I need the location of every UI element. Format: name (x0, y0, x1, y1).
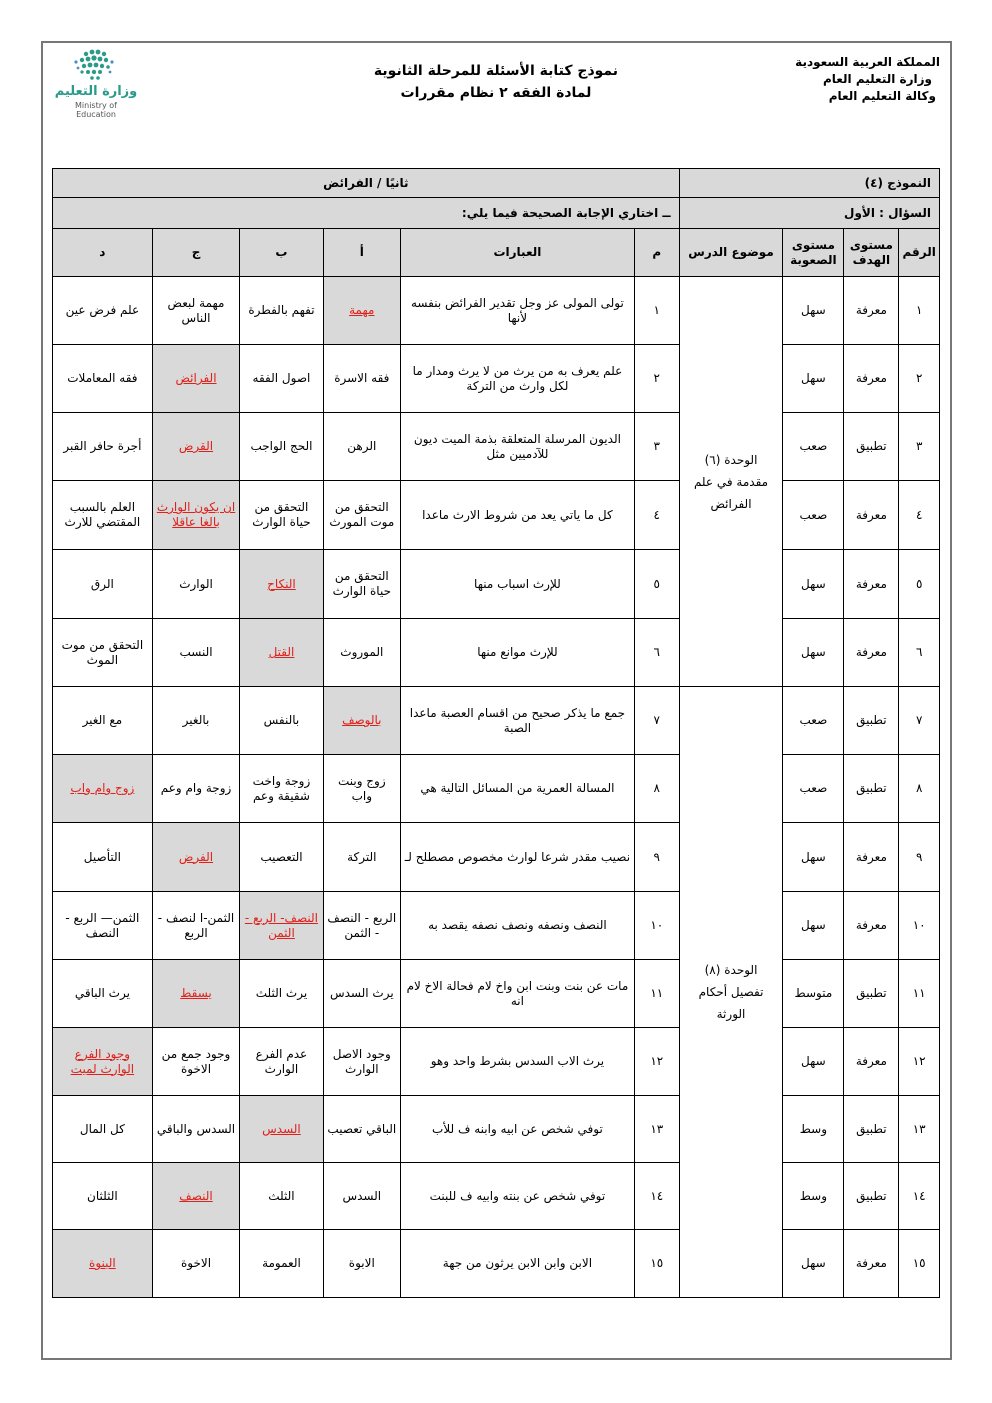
goal-level: معرفة (844, 1230, 899, 1298)
goal-level: معرفة (844, 550, 899, 619)
option-a: التركة (323, 823, 400, 892)
option-b: بالنفس (240, 687, 323, 755)
col-header-statements: العبارات (400, 229, 634, 277)
col-header-a: أ (323, 229, 400, 277)
option-c: الثمن-ا لنصف - الربع (152, 892, 239, 960)
option-a: زوج وبنت واب (323, 755, 400, 823)
correct-answer: الفرائض (175, 371, 217, 385)
title-line-1: نموذج كتابة الأسئلة للمرحلة الثانوية (373, 63, 619, 79)
option-d (53, 1028, 153, 1096)
table-row (53, 1096, 940, 1163)
goal-level: معرفة (844, 823, 899, 892)
goal-level: تطبيق (844, 1096, 899, 1163)
option-b (240, 892, 323, 960)
difficulty-level: سهل (783, 277, 844, 345)
statement: للإرث موانع منها (400, 619, 634, 687)
item-number: ١٣ (634, 1096, 679, 1163)
row-number: ٨ (899, 755, 940, 823)
row-number: ٥ (899, 550, 940, 619)
table-row (53, 345, 940, 413)
difficulty-level: سهل (783, 1230, 844, 1298)
item-number: ١٤ (634, 1163, 679, 1230)
difficulty-level: صعب (783, 481, 844, 550)
correct-answer: النصف (179, 1188, 213, 1203)
row-number: ٦ (899, 619, 940, 687)
option-c (152, 481, 239, 550)
option-a (323, 687, 400, 755)
difficulty-level: صعب (783, 687, 844, 755)
option-a: فقه الاسرة (323, 345, 400, 413)
col-header-goal-level: مستوى الهدف (844, 229, 899, 277)
row-number: ١١ (899, 960, 940, 1028)
col-header-lesson-topic: موضوع الدرس (679, 229, 783, 277)
model-label: النموذج (٤) (679, 169, 939, 198)
lesson-unit: الوحدة (٨) تفصيل أحكام الورثة (679, 687, 783, 1298)
statement: تولى المولى عز وجل تقدير الفرائض بنفسه لأنها (400, 277, 634, 345)
option-c: مهمة لبعض الناس (152, 277, 239, 345)
title-line-2: لمادة الفقه ٢ نظام مقررات (400, 85, 592, 101)
option-c (152, 413, 239, 481)
statement: نصيب مقدر شرعا لوارث مخصوص مصطلح لـ (400, 823, 634, 892)
option-c (152, 960, 239, 1028)
option-a: يرث السدس (323, 960, 400, 1028)
option-d (53, 755, 153, 823)
option-b: العمومة (240, 1230, 323, 1298)
option-c: النسب (152, 619, 239, 687)
option-d: الرق (53, 550, 153, 619)
goal-level: تطبيق (844, 687, 899, 755)
option-d: الثمن— الربع - النصف (53, 892, 153, 960)
option-d: التحقق من موت الموث (53, 619, 153, 687)
item-number: ١١ (634, 960, 679, 1028)
item-number: ٤ (634, 481, 679, 550)
item-number: ٢ (634, 345, 679, 413)
row-number: ١٣ (899, 1096, 940, 1163)
statement: يرث الاب السدس بشرط واحد وهو (400, 1028, 634, 1096)
col-header-c: ج (152, 229, 239, 277)
difficulty-level: صعب (783, 413, 844, 481)
row-number: ٢ (899, 345, 940, 413)
option-d: مع الغير (53, 687, 153, 755)
ministry-name: وزارة التعليم العام (822, 72, 932, 86)
option-b: اصول الفقه (240, 345, 323, 413)
option-c: الوارث (152, 550, 239, 619)
difficulty-level: سهل (783, 550, 844, 619)
page-title (0, 60, 992, 104)
option-a: الرهن (323, 413, 400, 481)
row-number: ١٢ (899, 1028, 940, 1096)
correct-answer: زوج وام واب (70, 781, 135, 795)
item-number: ١٢ (634, 1028, 679, 1096)
col-header-no: الرقم (899, 229, 940, 277)
table-row (53, 619, 940, 687)
option-a: الربع - النصف - الثمن (323, 892, 400, 960)
difficulty-level: وسط (783, 1096, 844, 1163)
correct-answer: السدس (262, 1121, 301, 1136)
difficulty-level: وسط (783, 1163, 844, 1230)
correct-answer: الفرض (178, 849, 214, 864)
statement: مات عن بنت وبنت ابن واخ لام فحالة الاخ لام انه (400, 960, 634, 1028)
table-row (53, 1230, 940, 1298)
row-number: ١٥ (899, 1230, 940, 1298)
table-row (53, 687, 940, 755)
statement: النصف ونصفه ونصف نصفه يقصد به (400, 892, 634, 960)
item-number: ٦ (634, 619, 679, 687)
goal-level: معرفة (844, 892, 899, 960)
option-c: وجود جمع من الاخوة (152, 1028, 239, 1096)
table-row (53, 550, 940, 619)
row-number: ٤ (899, 481, 940, 550)
statement: الديون المرسلة المتعلقة بذمة الميت ديون للآدميين مثل (400, 413, 634, 481)
option-d (53, 1230, 153, 1298)
option-d: الثلثان (53, 1163, 153, 1230)
item-number: ٩ (634, 823, 679, 892)
item-number: ١٥ (634, 1230, 679, 1298)
item-number: ٣ (634, 413, 679, 481)
difficulty-level: سهل (783, 619, 844, 687)
option-b (240, 550, 323, 619)
table-row (53, 481, 940, 550)
option-b: عدم الفرع الوارث (240, 1028, 323, 1096)
statement: توفي شخص عن ابيه وابنه ف للأب (400, 1096, 634, 1163)
row-number: ١٠ (899, 892, 940, 960)
questions-table (52, 168, 940, 1298)
row-number: ٧ (899, 687, 940, 755)
lesson-unit: الوحدة (٦) مقدمة في علم الفرائض (679, 277, 783, 687)
statement: جمع ما يذكر صحيح من اقسام العصبة ماعدا الصبة (400, 687, 634, 755)
option-a (323, 277, 400, 345)
correct-answer: النصف- الربع - الثمن (244, 910, 318, 940)
kingdom-name: المملكة العربية السعودية (795, 55, 940, 69)
difficulty-level: سهل (783, 1028, 844, 1096)
option-c (152, 823, 239, 892)
option-d: التأصيل (53, 823, 153, 892)
table-row (53, 1163, 940, 1230)
table-row (53, 823, 940, 892)
table-row (53, 1028, 940, 1096)
option-b: يرث الثلث (240, 960, 323, 1028)
row-number: ٩ (899, 823, 940, 892)
option-b: التحقق من حياة الوارث (240, 481, 323, 550)
correct-answer: القرض (178, 439, 214, 453)
logo-dots-icon (52, 48, 137, 84)
table-row (53, 413, 940, 481)
difficulty-level: سهل (783, 345, 844, 413)
option-b (240, 619, 323, 687)
goal-level: معرفة (844, 277, 899, 345)
table-row (53, 960, 940, 1028)
col-header-m: م (634, 229, 679, 277)
option-b: زوجة واخت شقيقة وعم (240, 755, 323, 823)
option-d: كل المال (53, 1096, 153, 1163)
goal-level: تطبيق (844, 960, 899, 1028)
goal-level: معرفة (844, 481, 899, 550)
statement: الابن وابن الابن يرثون من جهة (400, 1230, 634, 1298)
option-c: الاخوة (152, 1230, 239, 1298)
correct-answer: القتل (268, 645, 295, 659)
option-d: فقه المعاملات (53, 345, 153, 413)
table-row (53, 277, 940, 345)
row-number: ١ (899, 277, 940, 345)
correct-answer: وجود الفرع الوارث لميت (70, 1046, 135, 1076)
item-number: ٧ (634, 687, 679, 755)
item-number: ١٠ (634, 892, 679, 960)
goal-level: تطبيق (844, 1163, 899, 1230)
difficulty-level: سهل (783, 892, 844, 960)
goal-level: تطبيق (844, 413, 899, 481)
option-c (152, 1163, 239, 1230)
statement: المسالة العمرية من المسائل التالية هي (400, 755, 634, 823)
correct-answer: مهمة (349, 303, 375, 317)
option-c: السدس والباقي (152, 1096, 239, 1163)
col-header-difficulty: مستوى الصعوبة (783, 229, 844, 277)
logo-english-text: Ministry of Education (75, 101, 117, 119)
option-a: الموروث (323, 619, 400, 687)
option-b: التعصيب (240, 823, 323, 892)
option-b (240, 1096, 323, 1163)
option-d: أجرة حافر القبر (53, 413, 153, 481)
goal-level: معرفة (844, 345, 899, 413)
goal-level: معرفة (844, 1028, 899, 1096)
ministry-logo (52, 48, 138, 119)
row-number: ٣ (899, 413, 940, 481)
option-d: يرث الباقي (53, 960, 153, 1028)
difficulty-level: صعب (783, 755, 844, 823)
statement: علم يعرف به من يرث من لا يرث ومدار ما لكل وارث من التركة (400, 345, 634, 413)
option-b: الثلث (240, 1163, 323, 1230)
option-c (152, 345, 239, 413)
statement: توفي شخص عن بنته وابيه ف للبنت (400, 1163, 634, 1230)
item-number: ١ (634, 277, 679, 345)
goal-level: معرفة (844, 619, 899, 687)
table-row (53, 892, 940, 960)
option-a: التحقق من حياة الوارث (323, 550, 400, 619)
option-a: الباقي تعصيب (323, 1096, 400, 1163)
option-c: بالغير (152, 687, 239, 755)
col-header-b: ب (240, 229, 323, 277)
difficulty-level: سهل (783, 823, 844, 892)
agency-name: وكالة التعليم العام (828, 89, 936, 103)
table-row (53, 755, 940, 823)
item-number: ٥ (634, 550, 679, 619)
question-label: السؤال : الأول (679, 198, 939, 229)
option-d: العلم بالسبب المقتضي للارث (53, 481, 153, 550)
item-number: ٨ (634, 755, 679, 823)
goal-level: تطبيق (844, 755, 899, 823)
option-c: زوجة وام وعم (152, 755, 239, 823)
option-a: السدس (323, 1163, 400, 1230)
option-d: علم فرض عين (53, 277, 153, 345)
logo-arabic-text: وزارة التعليم (54, 84, 138, 99)
section-label: ثانيًا / الفرائض (53, 169, 680, 198)
statement: للإرث اسباب منها (400, 550, 634, 619)
option-b: تفهم بالفطرة (240, 277, 323, 345)
option-a: وجود الاصل الوارث (323, 1028, 400, 1096)
instruction-label: ــ اختاري الإجابة الصحيحة فيما يلي: (53, 198, 680, 229)
option-a: الابوة (323, 1230, 400, 1298)
correct-answer: ان يكون الوارث بالغا عاقلا (156, 500, 236, 529)
difficulty-level: متوسط (783, 960, 844, 1028)
statement: كل ما ياتي يعد من شروط الارث ماعدا (400, 481, 634, 550)
option-a: التحقق من موت المورث (323, 481, 400, 550)
col-header-d: د (53, 229, 153, 277)
option-b: الحج الواجب (240, 413, 323, 481)
row-number: ١٤ (899, 1163, 940, 1230)
correct-answer: يسقط (180, 986, 212, 1000)
correct-answer: البنوة (89, 1256, 116, 1270)
correct-answer: النكاح (267, 576, 296, 591)
correct-answer: بالوصف (342, 713, 382, 727)
